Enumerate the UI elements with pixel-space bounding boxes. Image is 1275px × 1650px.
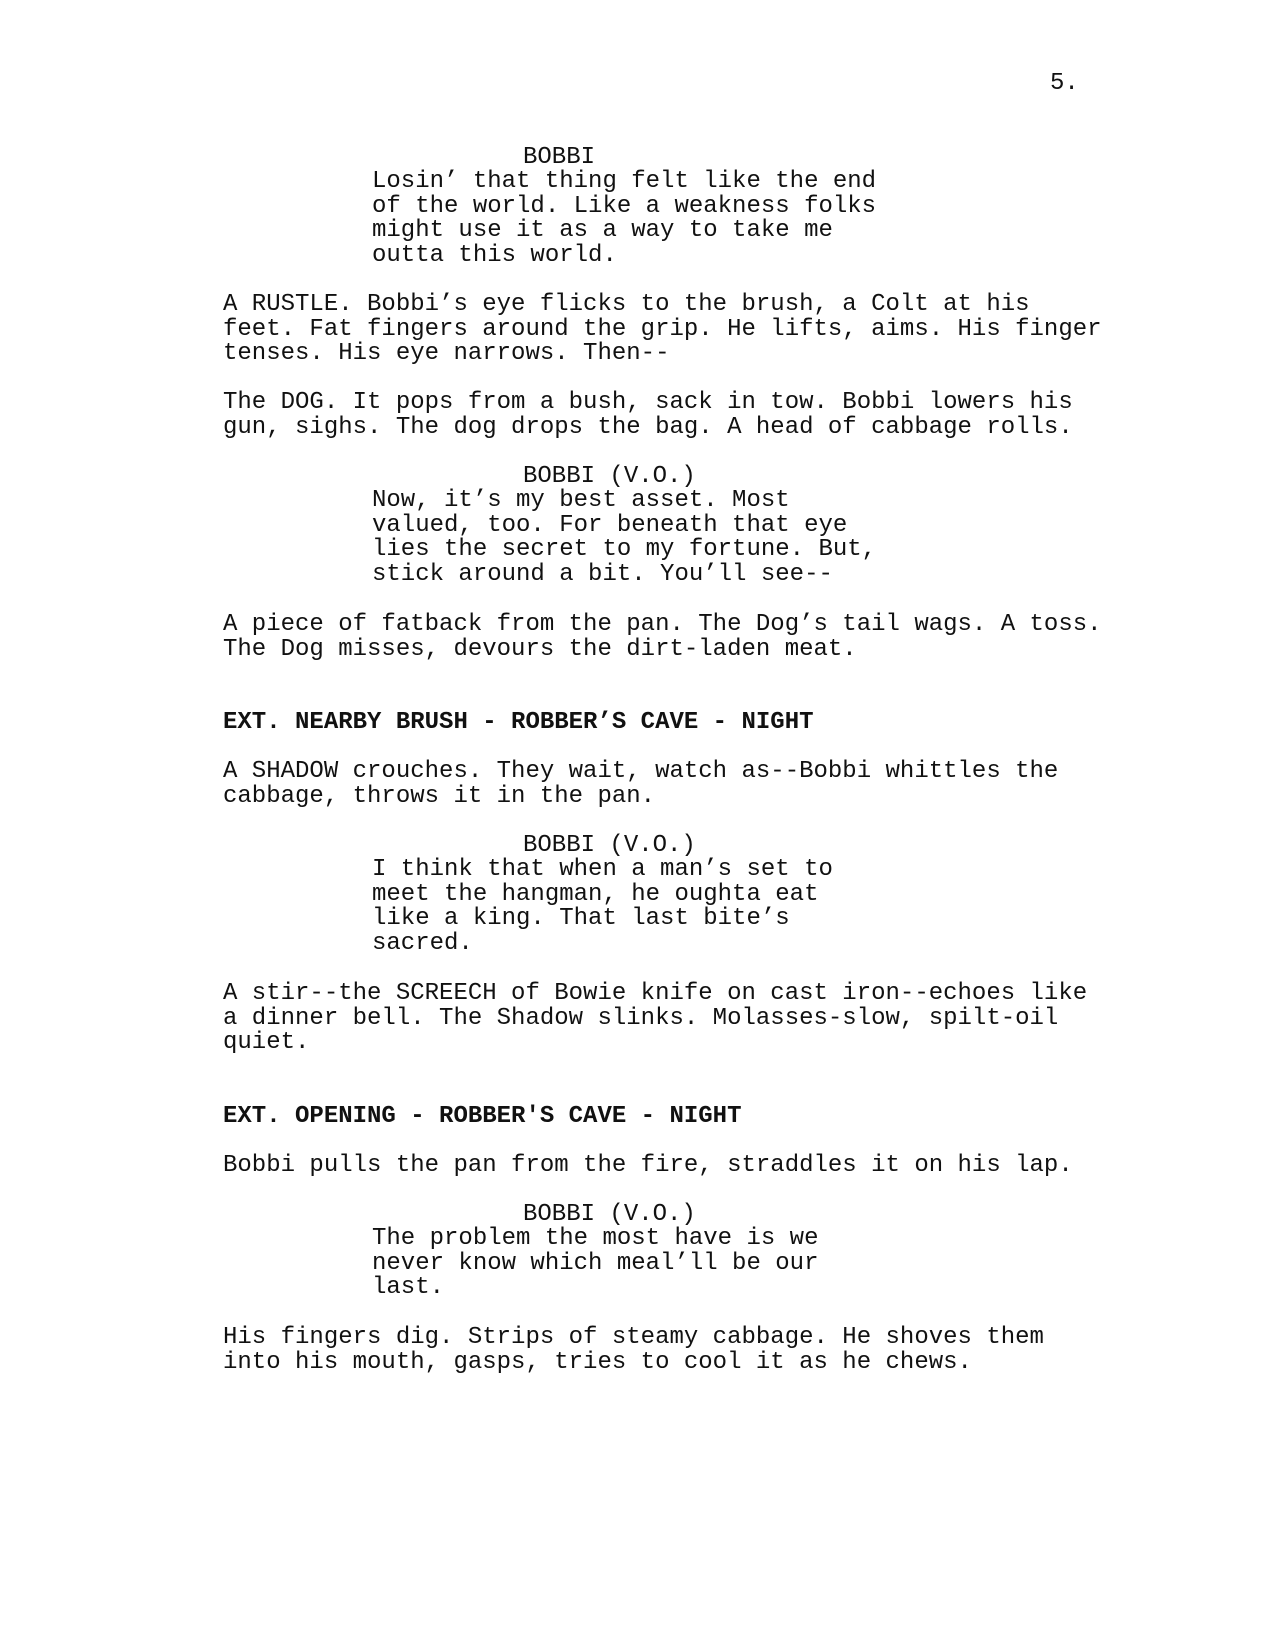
- character-cue: BOBBI (V.O.): [523, 832, 696, 859]
- page-number: 5.: [1050, 70, 1079, 97]
- scene-heading: EXT. NEARBY BRUSH - ROBBER’S CAVE - NIGHT: [223, 709, 814, 736]
- action-line: His fingers dig. Strips of steamy cabbage. He shoves them into his mouth, gasps, tries to cool it as he chews.: [223, 1324, 1044, 1376]
- action-line: A piece of fatback from the pan. The Dog’s tail wags. A toss. The Dog misses, devours the dirt-laden meat.: [223, 611, 1102, 663]
- character-cue: BOBBI: [523, 144, 596, 171]
- dialogue: Losin’ that thing felt like the end of the world. Like a weakness folks might use it as a way to take me outta this world.: [372, 168, 877, 270]
- action-line: A RUSTLE. Bobbi’s eye flicks to the brush, a Colt at his feet. Fat fingers around the grip. He lifts, aims. His finger tenses. His eye narrows. Then--: [223, 291, 1102, 368]
- action-line: A stir--the SCREECH of Bowie knife on cast iron--echoes like a dinner bell. The Shadow slinks. Molasses-slow, spilt-oil quiet.: [223, 980, 1088, 1057]
- character-cue: BOBBI (V.O.): [523, 463, 696, 490]
- action-line: Bobbi pulls the pan from the fire, straddles it on his lap.: [223, 1152, 1073, 1179]
- dialogue: I think that when a man’s set to meet the hangman, he oughta eat like a king. That last bite’s sacred.: [372, 856, 833, 958]
- dialogue: Now, it’s my best asset. Most valued, too. For beneath that eye lies the secret to my fortune. But, stick around a bit. You’ll see--: [372, 487, 877, 589]
- dialogue: The problem the most have is we never know which meal’ll be our last.: [372, 1225, 819, 1302]
- action-line: A SHADOW crouches. They wait, watch as--Bobbi whittles the cabbage, throws it in the pan.: [223, 758, 1059, 810]
- action-line: The DOG. It pops from a bush, sack in tow. Bobbi lowers his gun, sighs. The dog drops the bag. A head of cabbage rolls.: [223, 389, 1073, 441]
- character-cue: BOBBI (V.O.): [523, 1201, 696, 1228]
- scene-heading: EXT. OPENING - ROBBER'S CAVE - NIGHT: [223, 1103, 742, 1130]
